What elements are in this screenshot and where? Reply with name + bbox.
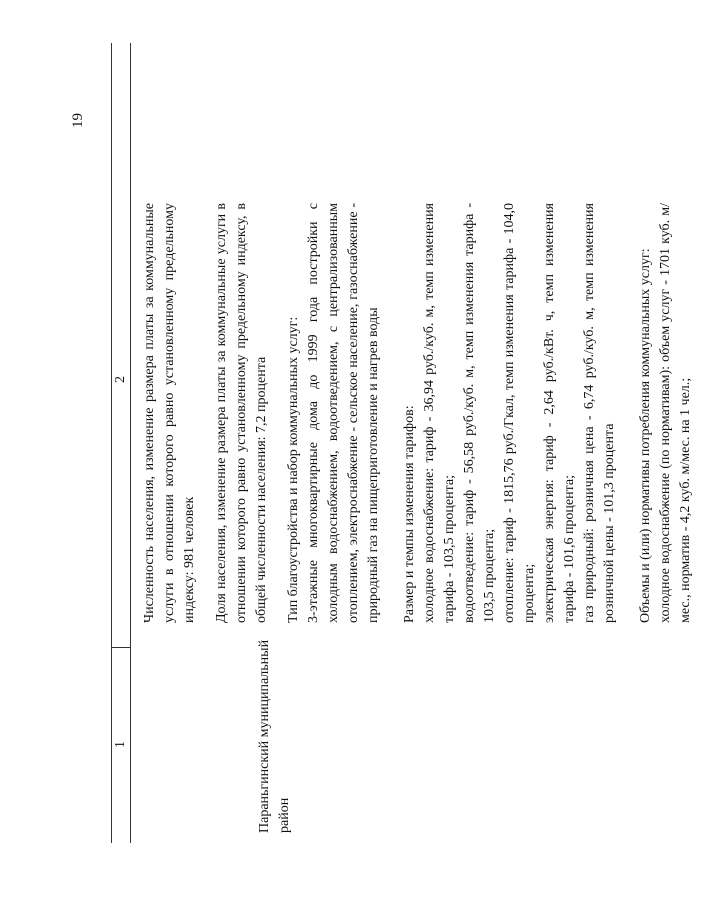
share-note: Доля населения, изменение размера платы за коммунальные услуги в отношении которого равно установленному предельному индексу, в общей численности населения: 7,2 процента bbox=[214, 203, 269, 623]
tariff-block bbox=[400, 203, 620, 623]
amenity-block bbox=[284, 203, 384, 623]
population-note: Численность населения, изменение размера платы за коммунальные услуги в отношении которого равно установленному предельному индексу: 981 человек bbox=[142, 203, 197, 623]
volume-cold-water: холодное водоснабжение (по нормативам): объем услуг - 1701 куб. м/мес., норматив - 4,2 куб. м/мес. на 1 чел.; bbox=[658, 203, 693, 623]
volume-heading: Объемы и (или) нормативы потребления коммунальных услуг: bbox=[638, 248, 653, 623]
table-header-border bbox=[130, 43, 131, 843]
table-top-border bbox=[111, 43, 112, 843]
column-header-1: 1 bbox=[113, 741, 128, 748]
amenity-heading: Тип благоустройства и набор коммунальных услуг: bbox=[286, 316, 301, 623]
municipality-details bbox=[140, 203, 712, 623]
tariff-gas: газ природный: розничная цена - 6,74 руб./куб. м, темп изменения розничной цены - 101,3 процента bbox=[582, 203, 617, 623]
tariff-electricity: электрическая энергия: тариф - 2,64 руб./кВт. ч, темп изменения тарифа - 101,6 процента; bbox=[542, 203, 577, 623]
tariff-cold-water: холодное водоснабжение: тариф - 36,94 руб./куб. м, темп изменения тарифа - 103,5 процента; bbox=[422, 203, 457, 623]
amenity-text: 3-этажные многоквартирные дома до 1999 года постройки с холодным водоснабжением, водоотведением, с централизованным отоплением, электроснабжение - сельское население, газоснабжение - природный газ на пищеприготовление и нагрев воды bbox=[306, 203, 381, 623]
tariff-heading: Размер и темпы изменения тарифов: bbox=[402, 405, 417, 623]
column-header-2: 2 bbox=[113, 376, 128, 383]
municipality-name: Параньгинский муниципальный район bbox=[257, 639, 292, 833]
column-divider bbox=[111, 647, 131, 648]
page-number: 19 bbox=[70, 113, 86, 128]
volume-block bbox=[636, 203, 696, 623]
tariff-heating: отопление: тариф - 1815,76 руб./Гкал, темп изменения тарифа - 104,0 процента; bbox=[502, 203, 537, 623]
tariff-sewerage: водоотведение: тариф - 56,58 руб./куб. м, темп изменения тарифа - 103,5 процента; bbox=[462, 203, 497, 623]
